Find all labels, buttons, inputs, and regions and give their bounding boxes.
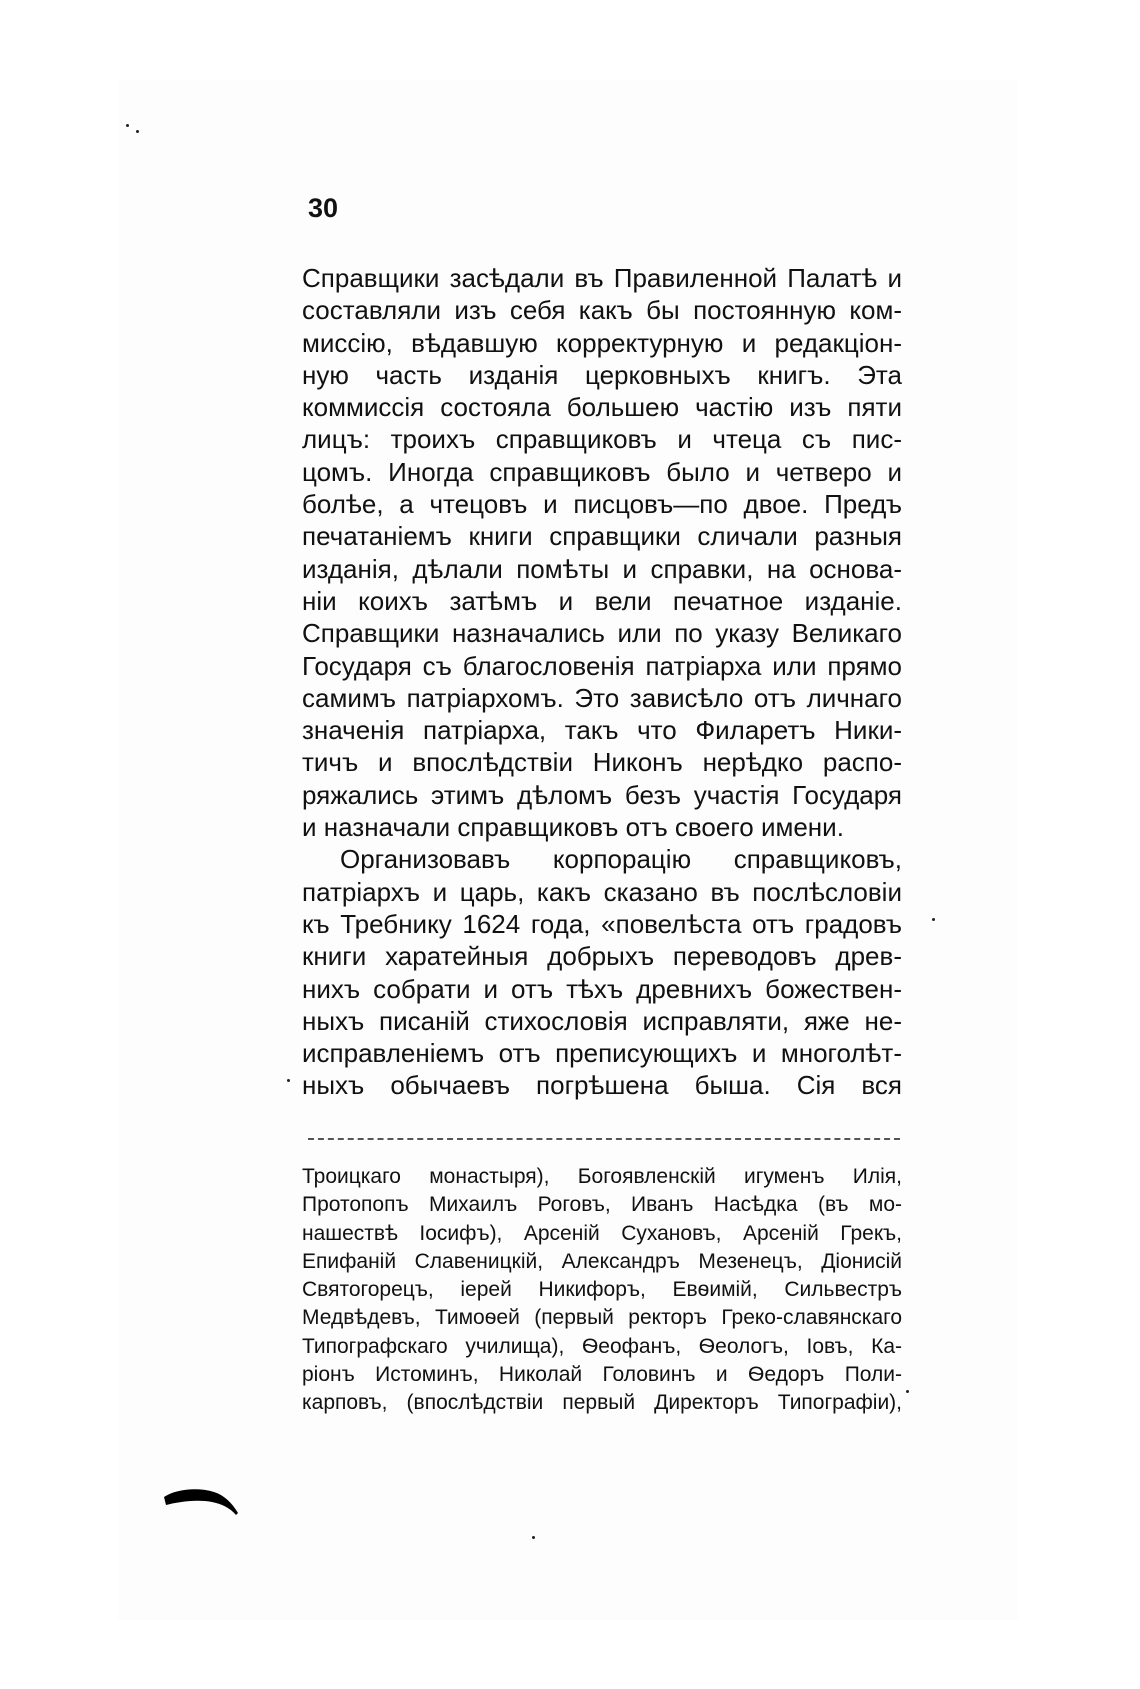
scan-speck xyxy=(906,1390,909,1393)
footnote-line: карповъ, (впослѣдствіи первый Директоръ Типографіи), xyxy=(302,1391,902,1415)
footnote-line: ріонъ Истоминъ, Николай Головинъ и Ѳедоръ Поли- xyxy=(302,1363,902,1387)
text-line: лицъ: троихъ справщиковъ и чтеца съ пис- xyxy=(302,424,902,455)
text-line: коммиссія состояла большею частію изъ пяти xyxy=(302,392,902,423)
footnote-separator xyxy=(308,1138,900,1140)
main-text-block xyxy=(302,262,902,1102)
footnote-block xyxy=(302,1163,902,1418)
text-line: изданія, дѣлали помѣты и справки, на основа- xyxy=(302,553,902,584)
text-line: ныхъ писаній стихословія исправляти, яже не- xyxy=(302,1005,902,1036)
text-line: патріархъ и царь, какъ сказано въ послѣсловіи xyxy=(302,876,902,907)
footnote-line: Типографскаго училища), Ѳеофанъ, Ѳеологъ, Іовъ, Ка- xyxy=(302,1334,902,1358)
text-line: Государя съ благословенія патріарха или прямо xyxy=(302,650,902,681)
scan-speck xyxy=(287,1079,290,1082)
text-line: печатаніемъ книги справщики сличали разныя xyxy=(302,521,902,552)
scan-speck xyxy=(932,918,935,921)
text-line: значенія патріарха, такъ что Филаретъ Ники- xyxy=(302,715,902,746)
footnote-line: Святогорецъ, іерей Никифоръ, Евѳимій, Сильвестръ xyxy=(302,1278,902,1302)
text-line: ніи коихъ затѣмъ и вели печатное изданіе. xyxy=(302,585,902,616)
text-line: Справщики засѣдали въ Правиленной Палатѣ и xyxy=(302,263,902,293)
footnote-line: Епифаній Славеницкій, Александръ Мезенецъ, Діонисій xyxy=(302,1249,902,1273)
text-line: цомъ. Иногда справщиковъ было и четверо и xyxy=(302,456,902,487)
scan-speck xyxy=(126,124,129,127)
ink-smudge-mark xyxy=(162,1483,242,1519)
scan-speck xyxy=(532,1536,535,1539)
text-line: Справщики назначались или по указу Великаго xyxy=(302,618,902,649)
text-line: самимъ патріархомъ. Это зависѣло отъ личнаго xyxy=(302,682,902,713)
paragraph-first-line: Организовавъ корпорацію справщиковъ, xyxy=(340,844,902,875)
text-line: ряжались этимъ дѣломъ безъ участія Государя xyxy=(302,779,902,810)
text-line: нихъ собрати и отъ тѣхъ древнихъ божествен- xyxy=(302,973,902,1004)
page-number: 30 xyxy=(308,193,339,223)
footnote-line: Медвѣдевъ, Тимоѳей (первый ректоръ Греко-славянскаго xyxy=(302,1306,902,1330)
text-line: миссію, вѣдавшую корректурную и редакціон- xyxy=(302,327,902,358)
text-line: исправленіемъ отъ преписующихъ и многолѣт- xyxy=(302,1038,902,1069)
text-line: къ Требнику 1624 года, «повелѣста отъ градовъ xyxy=(302,908,902,939)
text-line: болѣе, а чтецовъ и писцовъ—по двое. Предъ xyxy=(302,489,902,520)
text-line: тичъ и впослѣдствіи Никонъ нерѣдко распо- xyxy=(302,747,902,778)
text-line: ную часть изданія церковныхъ книгъ. Эта xyxy=(302,359,902,390)
text-line: и назначали справщиковъ отъ своего имени. xyxy=(302,812,844,843)
footnote-line: Троицкаго монастыря), Богоявленскій игуменъ Илія, xyxy=(302,1165,902,1188)
text-line: ныхъ обычаевъ погрѣшена быша. Сія вся xyxy=(302,1070,902,1101)
footnote-line: Протопопъ Михаилъ Роговъ, Иванъ Насѣдка (въ мо- xyxy=(302,1193,902,1217)
text-line: составляли изъ себя какъ бы постоянную ком- xyxy=(302,295,902,326)
text-line: книги харатейныя добрыхъ переводовъ древ- xyxy=(302,941,902,972)
footnote-line: нашествѣ Іосифъ), Арсеній Сухановъ, Арсеній Грекъ, xyxy=(302,1221,902,1245)
scan-speck xyxy=(136,130,139,133)
